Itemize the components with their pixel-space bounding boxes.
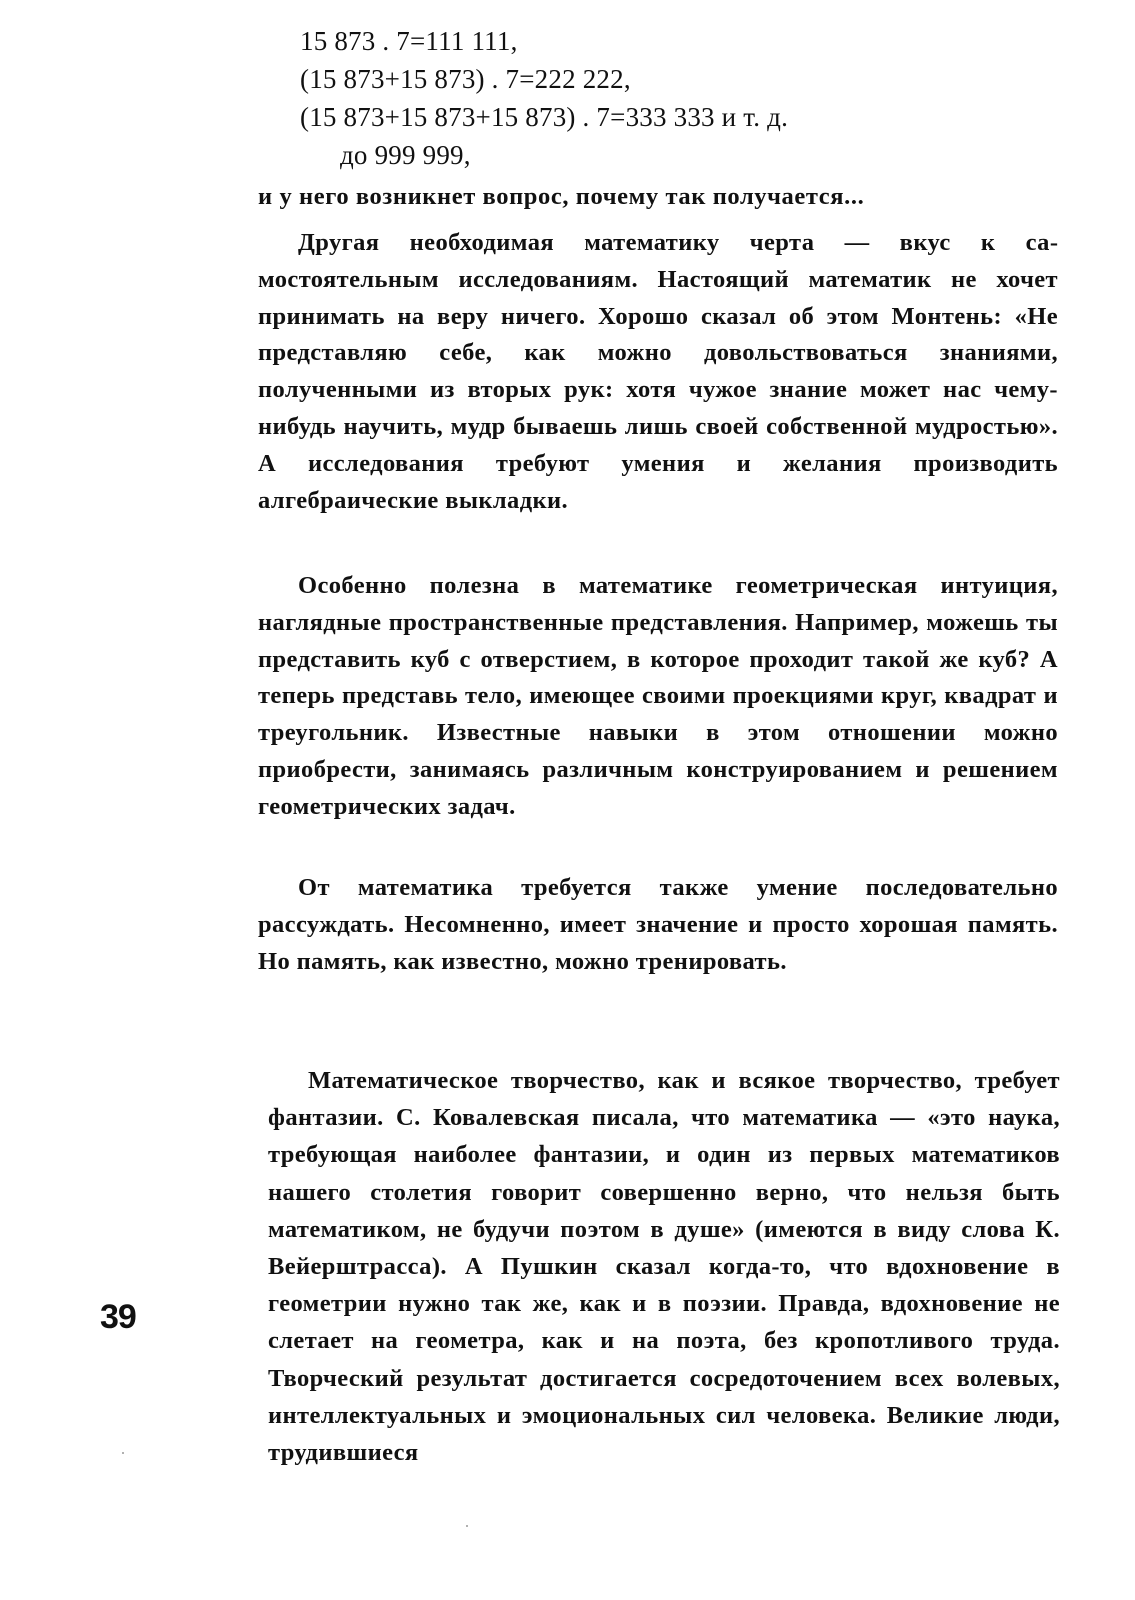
formula-line: 15 873 . 7=111 111, (300, 26, 518, 56)
paragraph: Математическое творчество, как и всякое творчество, требует фантазии. С. Ковалевская писала, что математика — «это наука, требующая наиболее фантазии, и один из первых математиков нашего столетия говорит совершенно верно, что нельзя быть математиком, не будучи поэтом в душе» (имеются в виду слова К. Вейерштрасса). А Пушкин сказал когда-то, что вдохновение в геометрии нужно так же, как и в поэзии. Правда, вдохновение не слетает на геометра, как и на поэта, без кропотливого труда. Творческий результат достигается сосредоточением всех волевых, интеллектуальных и эмоциональных сил человека. Великие люди, трудившиеся (268, 1067, 1060, 1467)
scan-speck (122, 1452, 124, 1454)
formula-block (300, 22, 788, 174)
formula-line: до 999 999, (340, 140, 471, 170)
paragraph: Особенно полезна в математике геометрическая интуиция, наглядные пространственные представления. Например, можешь ты представить куб с отверстием, в которое проходит такой же куб? А теперь представь тело, имеющее своими проекциями круг, квадрат и треугольник. Известные навыки в этом отношении можно приобрести, занимаясь различным конструированием и решением геометрических задач. (258, 572, 1058, 820)
page-number: 39 (100, 1298, 136, 1336)
formula-line: (15 873+15 873) . 7=222 222, (300, 64, 631, 94)
paragraph: Другая необходимая математику черта — вкус к самостоятельным исследованиям. Настоящий математик не хочет принимать на веру ничего. Хорошо сказал об этом Монтень: «Не представляю себе, как можно довольствоваться знаниями, полученными из вторых рук: хотя чужое знание может нас чему-нибудь научить, мудр бываешь лишь своей собственной мудростью». А исследования требуют умения и желания производить алгебраические выкладки. (258, 229, 1058, 514)
formula-line: (15 873+15 873+15 873) . 7=333 333 и т. д. (300, 102, 789, 132)
lead-line: и у него возникнет вопрос, почему так получается... (258, 183, 865, 210)
scan-speck (466, 1525, 468, 1527)
paragraph: От математика требуется также умение последовательно рассуждать. Несомненно, имеет значение и просто хорошая память. Но память, как известно, можно тренировать. (258, 874, 1058, 975)
